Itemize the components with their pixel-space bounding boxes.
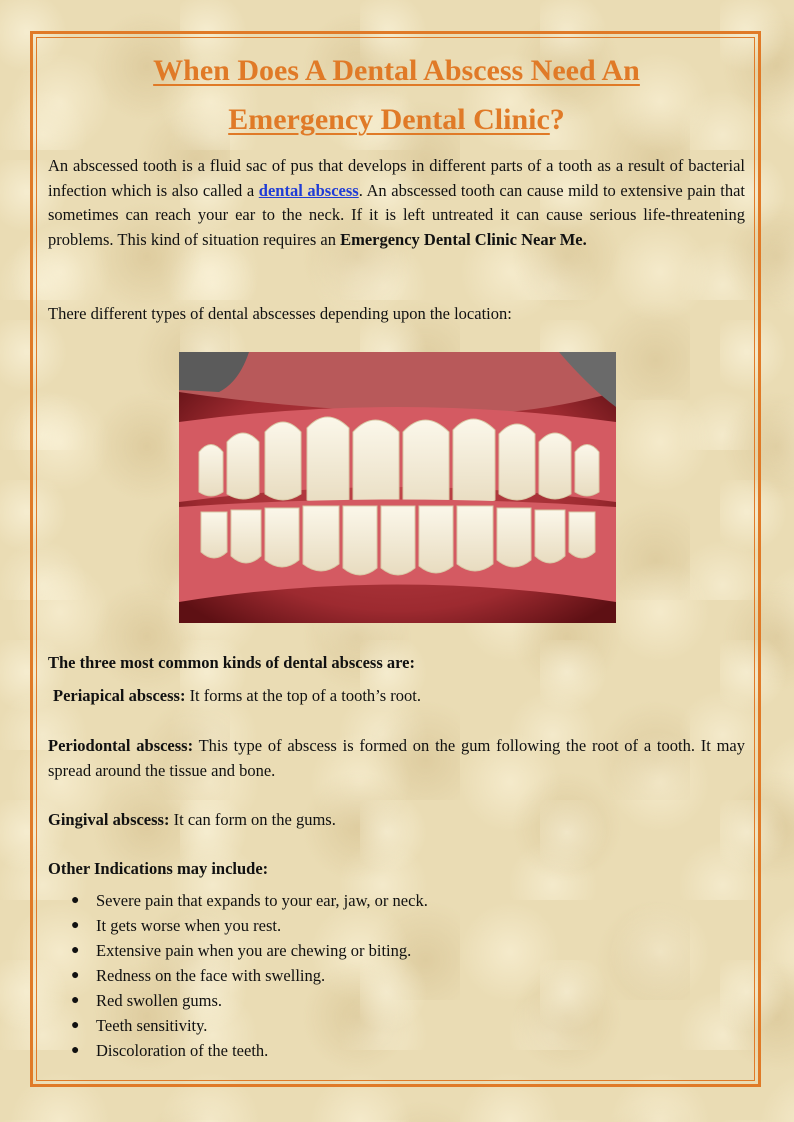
indications-heading-text: Other Indications may include: [48, 859, 269, 878]
bullet-icon: ● [71, 993, 80, 1008]
list-item-text: Extensive pain when you are chewing or biting. [96, 941, 412, 960]
kind-name: Gingival abscess: [48, 810, 170, 829]
bullet-icon: ● [71, 968, 80, 983]
bullet-icon: ● [71, 1018, 80, 1033]
list-item [48, 888, 745, 913]
title-line-1: When Does A Dental Abscess Need An [153, 54, 640, 87]
title-question-mark: ? [549, 103, 565, 136]
indications-list [48, 888, 745, 1063]
list-item [48, 1038, 745, 1063]
types-intro: There different types of dental abscesses depending upon the location: [48, 304, 512, 323]
dental-abscess-link[interactable]: dental abscess [258, 180, 359, 200]
gingival-item [48, 808, 745, 833]
intro-text-2: . An abscessed tooth can cause mild to extensive pain that sometimes can reach your ear to the neck. If it is left untreated it can cause serious life-threatening problems. This kind of situation requires an [48, 180, 746, 249]
intro-text-1: An abscessed tooth is a fluid sac of pus that develops in different parts of a tooth as a result of bacterial infection which is also called a [48, 156, 745, 200]
periodontal-item [48, 734, 745, 783]
list-item [48, 963, 745, 988]
bullet-icon: ● [71, 943, 80, 958]
kind-desc: It can form on the gums. [169, 810, 336, 829]
kinds-heading-text: The three most common kinds of dental abscess are: [48, 653, 415, 672]
title-line-2: Emergency Dental Clinic [228, 103, 550, 136]
page-title [48, 46, 745, 144]
periapical-item [48, 684, 745, 709]
list-item-text: Redness on the face with swelling. [96, 966, 326, 985]
bullet-icon: ● [71, 893, 80, 908]
kind-desc: This type of abscess is formed on the gum following the root of a tooth. It may spread around the tissue and bone. [48, 736, 745, 780]
bullet-icon: ● [71, 1043, 80, 1058]
bullet-icon: ● [71, 918, 80, 933]
kind-name: Periodontal abscess: [48, 736, 194, 755]
list-item [48, 988, 745, 1013]
list-item [48, 938, 745, 963]
list-item-text: Teeth sensitivity. [96, 1016, 208, 1035]
kind-desc: It forms at the top of a tooth’s root. [185, 686, 421, 705]
list-item-text: Red swollen gums. [96, 991, 223, 1010]
intro-paragraph [48, 154, 745, 252]
list-item-text: It gets worse when you rest. [96, 916, 282, 935]
list-item-text: Discoloration of the teeth. [96, 1041, 269, 1060]
list-item [48, 1013, 745, 1038]
indications-heading [48, 857, 745, 882]
list-item-text: Severe pain that expands to your ear, jaw, or neck. [96, 891, 428, 910]
list-item [48, 913, 745, 938]
kind-name: Periapical abscess: [53, 686, 186, 705]
teeth-photo [179, 352, 616, 623]
emergency-clinic-text: Emergency Dental Clinic Near Me. [340, 229, 587, 249]
kinds-heading [48, 651, 745, 676]
